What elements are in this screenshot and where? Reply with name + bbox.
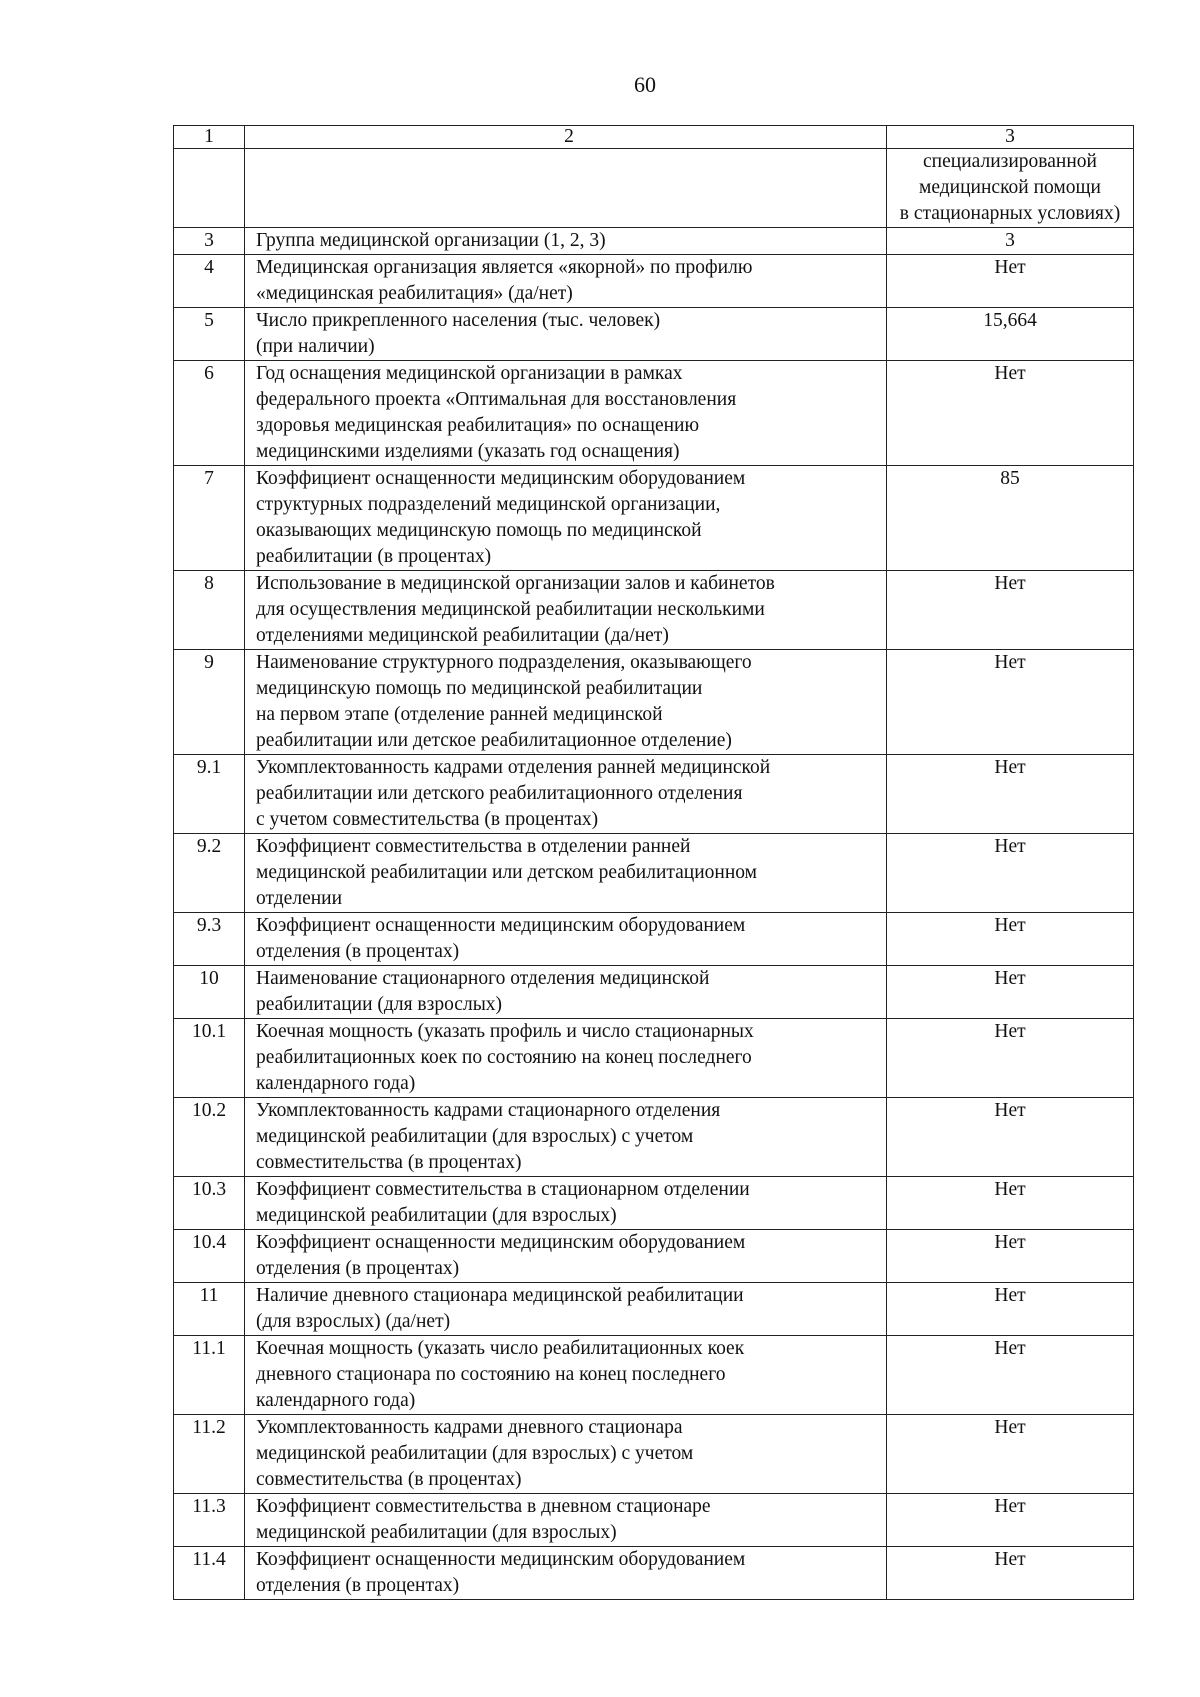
table-row bbox=[174, 1283, 1134, 1336]
table-row bbox=[174, 966, 1134, 1019]
row-value: Нет bbox=[887, 1019, 1134, 1098]
header-col-1: 1 bbox=[174, 126, 245, 149]
table-header-row bbox=[174, 126, 1134, 149]
row-indicator-text: Коечная мощность (указать число реабилитационных коек дневного стационара по состоянию на конец последнего календарного года) bbox=[245, 1336, 887, 1415]
table-row bbox=[174, 228, 1134, 255]
table-row bbox=[174, 308, 1134, 361]
row-indicator-text: Коэффициент оснащенности медицинским оборудованием структурных подразделений медицинской организации, оказывающих медицинскую помощь по медицинской реабилитации (в процентах) bbox=[245, 466, 887, 571]
row-indicator-text: Укомплектованность кадрами дневного стационара медицинской реабилитации (для взрослых) с учетом совместительства (в процентах) bbox=[245, 1415, 887, 1494]
continuation-col-1 bbox=[174, 149, 245, 228]
row-indicator-text: Укомплектованность кадрами стационарного отделения медицинской реабилитации (для взрослых) с учетом совместительства (в процентах) bbox=[245, 1098, 887, 1177]
row-indicator-text: Коэффициент совместительства в дневном стационаре медицинской реабилитации (для взрослых) bbox=[245, 1494, 887, 1547]
row-number: 10.3 bbox=[174, 1177, 245, 1230]
table-row bbox=[174, 466, 1134, 571]
row-number: 7 bbox=[174, 466, 245, 571]
continuation-col-2 bbox=[245, 149, 887, 228]
row-value: Нет bbox=[887, 1547, 1134, 1600]
row-number: 4 bbox=[174, 255, 245, 308]
continuation-row bbox=[174, 149, 1134, 228]
table-row bbox=[174, 1019, 1134, 1098]
table-row bbox=[174, 1415, 1134, 1494]
row-value: 85 bbox=[887, 466, 1134, 571]
table-row bbox=[174, 571, 1134, 650]
table-row bbox=[174, 1098, 1134, 1177]
row-indicator-text: Коэффициент совместительства в стационарном отделении медицинской реабилитации (для взрослых) bbox=[245, 1177, 887, 1230]
table-row bbox=[174, 1494, 1134, 1547]
row-number: 10 bbox=[174, 966, 245, 1019]
row-indicator-text: Коэффициент совместительства в отделении ранней медицинской реабилитации или детском реабилитационном отделении bbox=[245, 834, 887, 913]
row-indicator-text: Использование в медицинской организации залов и кабинетов для осуществления медицинской реабилитации несколькими отделениями медицинской реабилитации (да/нет) bbox=[245, 571, 887, 650]
header-col-3: 3 bbox=[887, 126, 1134, 149]
row-number: 6 bbox=[174, 361, 245, 466]
table-row bbox=[174, 361, 1134, 466]
row-indicator-text: Число прикрепленного населения (тыс. человек) (при наличии) bbox=[245, 308, 887, 361]
row-value: Нет bbox=[887, 1230, 1134, 1283]
row-number: 5 bbox=[174, 308, 245, 361]
row-value: Нет bbox=[887, 1283, 1134, 1336]
row-value: Нет bbox=[887, 255, 1134, 308]
row-indicator-text: Наличие дневного стационара медицинской реабилитации (для взрослых) (да/нет) bbox=[245, 1283, 887, 1336]
row-indicator-text: Коэффициент оснащенности медицинским оборудованием отделения (в процентах) bbox=[245, 1230, 887, 1283]
table-row bbox=[174, 834, 1134, 913]
row-number: 8 bbox=[174, 571, 245, 650]
row-number: 9 bbox=[174, 650, 245, 755]
row-number: 9.1 bbox=[174, 755, 245, 834]
table-row bbox=[174, 913, 1134, 966]
row-indicator-text: Наименование стационарного отделения медицинской реабилитации (для взрослых) bbox=[245, 966, 887, 1019]
continuation-col-3: специализированной медицинской помощи в стационарных условиях) bbox=[887, 149, 1134, 228]
row-value: Нет bbox=[887, 1177, 1134, 1230]
row-indicator-text: Коечная мощность (указать профиль и число стационарных реабилитационных коек по состоянию на конец последнего календарного года) bbox=[245, 1019, 887, 1098]
row-value: Нет bbox=[887, 361, 1134, 466]
row-number: 11 bbox=[174, 1283, 245, 1336]
row-number: 10.2 bbox=[174, 1098, 245, 1177]
row-value: Нет bbox=[887, 913, 1134, 966]
table-row bbox=[174, 1230, 1134, 1283]
row-value: Нет bbox=[887, 1494, 1134, 1547]
row-number: 9.2 bbox=[174, 834, 245, 913]
row-number: 10.1 bbox=[174, 1019, 245, 1098]
row-value: Нет bbox=[887, 571, 1134, 650]
header-col-2: 2 bbox=[245, 126, 887, 149]
table-row bbox=[174, 1177, 1134, 1230]
row-number: 11.2 bbox=[174, 1415, 245, 1494]
row-value: 15,664 bbox=[887, 308, 1134, 361]
row-value: Нет bbox=[887, 1098, 1134, 1177]
row-value: Нет bbox=[887, 966, 1134, 1019]
row-number: 11.3 bbox=[174, 1494, 245, 1547]
row-indicator-text: Год оснащения медицинской организации в рамках федерального проекта «Оптимальная для восстановления здоровья медицинская реабилитация» по оснащению медицинскими изделиями (указать год оснащения) bbox=[245, 361, 887, 466]
table-row bbox=[174, 1547, 1134, 1600]
row-value: Нет bbox=[887, 755, 1134, 834]
row-number: 10.4 bbox=[174, 1230, 245, 1283]
row-indicator-text: Коэффициент оснащенности медицинским оборудованием отделения (в процентах) bbox=[245, 1547, 887, 1600]
row-indicator-text: Укомплектованность кадрами отделения ранней медицинской реабилитации или детского реабилитационного отделения с учетом совместительства (в процентах) bbox=[245, 755, 887, 834]
row-indicator-text: Наименование структурного подразделения, оказывающего медицинскую помощь по медицинской реабилитации на первом этапе (отделение ранней медицинской реабилитации или детское реабилитационное отделение) bbox=[245, 650, 887, 755]
row-value: Нет bbox=[887, 1336, 1134, 1415]
table-row bbox=[174, 255, 1134, 308]
row-indicator-text: Группа медицинской организации (1, 2, 3) bbox=[245, 228, 887, 255]
row-number: 9.3 bbox=[174, 913, 245, 966]
row-value: Нет bbox=[887, 1415, 1134, 1494]
row-value: 3 bbox=[887, 228, 1134, 255]
table-row bbox=[174, 650, 1134, 755]
row-number: 11.1 bbox=[174, 1336, 245, 1415]
table-row bbox=[174, 1336, 1134, 1415]
row-indicator-text: Медицинская организация является «якорной» по профилю «медицинская реабилитация» (да/нет) bbox=[245, 255, 887, 308]
table-row bbox=[174, 755, 1134, 834]
page-number: 60 bbox=[634, 72, 656, 97]
row-indicator-text: Коэффициент оснащенности медицинским оборудованием отделения (в процентах) bbox=[245, 913, 887, 966]
indicator-table bbox=[173, 125, 1134, 1600]
row-value: Нет bbox=[887, 650, 1134, 755]
row-number: 3 bbox=[174, 228, 245, 255]
row-value: Нет bbox=[887, 834, 1134, 913]
row-number: 11.4 bbox=[174, 1547, 245, 1600]
